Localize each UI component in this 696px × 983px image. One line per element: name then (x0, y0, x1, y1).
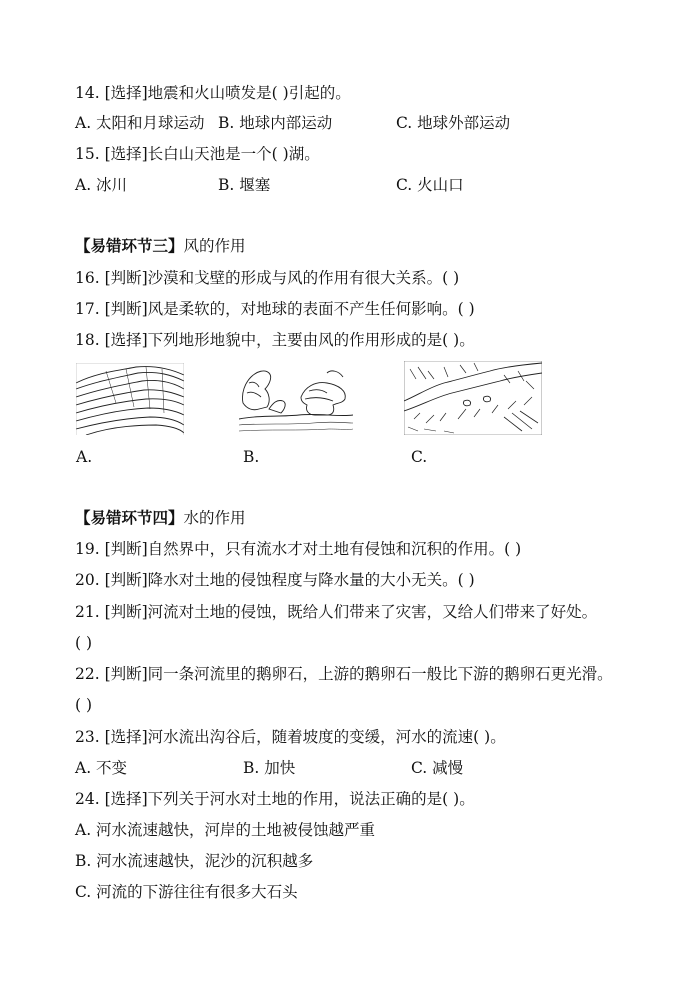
terraced-fields-image (76, 363, 184, 435)
q23-option-c: C. 减慢 (411, 759, 464, 777)
q14-option-c: C. 地球外部运动 (396, 114, 511, 132)
q24-stem: 24. [选择]下列关于河水对土地的作用，说法正确的是( )。 (75, 790, 475, 808)
q24-option-b: B. 河水流速越快，泥沙的沉积越多 (75, 852, 314, 870)
q14-option-a: A. 太阳和月球运动 (75, 114, 205, 132)
q15-option-b: B. 堰塞 (218, 176, 271, 194)
q15-stem: 15. [选择]长白山天池是一个( )湖。 (75, 145, 320, 163)
q17-stem: 17. [判断]风是柔软的，对地球的表面不产生任何影响。( ) (75, 300, 475, 318)
q14-stem: 14. [选择]地震和火山喷发是( )引起的。 (75, 84, 351, 102)
q18-option-b: B. (243, 448, 260, 466)
section-4-bracket: 【易错环节四】 (75, 508, 184, 527)
q20-stem: 20. [判断]降水对土地的侵蚀程度与降水量的大小无关。( ) (75, 571, 475, 589)
q16-stem: 16. [判断]沙漠和戈壁的形成与风的作用有很大关系。( ) (75, 269, 460, 287)
q24-option-c: C. 河流的下游往往有很多大石头 (75, 883, 298, 901)
q19-stem: 19. [判断]自然界中，只有流水才对土地有侵蚀和沉积的作用。( ) (75, 540, 522, 558)
q22-answer-blank: ( ) (75, 696, 93, 714)
q14-option-b: B. 地球内部运动 (218, 114, 333, 132)
section-4-title: 水的作用 (183, 509, 246, 527)
section-4-heading (75, 508, 246, 528)
q22-stem: 22. [判断]同一条河流里的鹅卵石，上游的鹅卵石一般比下游的鹅卵石更光滑。 (75, 665, 613, 683)
q18-stem: 18. [选择]下列地形地貌中，主要由风的作用形成的是( )。 (75, 331, 475, 349)
section-3-title: 风的作用 (183, 237, 246, 255)
wind-eroded-rocks-image (239, 363, 353, 435)
q15-option-c: C. 火山口 (396, 176, 464, 194)
q21-stem: 21. [判断]河流对土地的侵蚀，既给人们带来了灾害，又给人们带来了好处。 (75, 603, 598, 621)
river-valley-image (404, 361, 542, 435)
q23-option-a: A. 不变 (75, 759, 128, 777)
q15-option-a: A. 冰川 (75, 176, 128, 194)
q23-stem: 23. [选择]河水流出沟谷后，随着坡度的变缓，河水的流速( )。 (75, 728, 506, 746)
q24-option-a: A. 河水流速越快，河岸的土地被侵蚀越严重 (75, 821, 376, 839)
q18-option-c: C. (411, 448, 428, 466)
section-3-heading (75, 236, 246, 256)
q18-option-a: A. (76, 448, 93, 466)
q21-answer-blank: ( ) (75, 634, 93, 652)
section-3-bracket: 【易错环节三】 (75, 236, 184, 255)
q23-option-b: B. 加快 (243, 759, 296, 777)
